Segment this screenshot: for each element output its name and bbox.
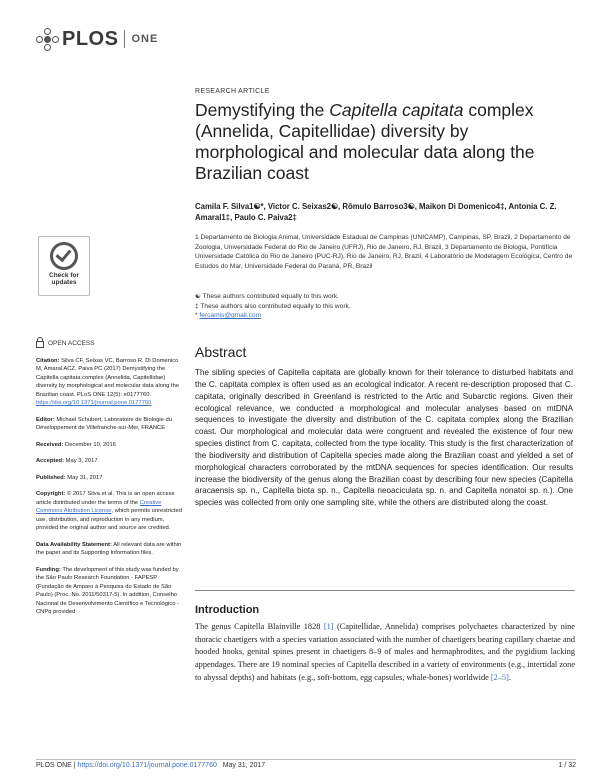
journal-logo — [36, 26, 158, 52]
footer-doi-link[interactable]: https://doi.org/10.1371/journal.pone.0177760 — [77, 762, 217, 769]
funding: Funding: The development of this study was funded by the São Paulo Research Foundation - FAPESP (Fundação de Amparo à Pesquisa do Estado de São Paulo) (Proc. No. 2011/50317-5). In addition, Conselho Nacional de Desenvolvimento Científico e Tecnológico - CNPq provided — [36, 566, 179, 615]
data-availability: Data Availability Statement: All relevant data are within the paper and its Supporting Information files. — [36, 541, 182, 556]
published-date: Published: May 31, 2017 — [36, 474, 103, 481]
check-icon — [50, 242, 78, 270]
article-type: RESEARCH ARTICLE — [195, 88, 270, 95]
logo-word: PLOS — [62, 27, 119, 50]
intro-heading: Introduction — [195, 604, 260, 616]
abstract-heading: Abstract — [195, 344, 247, 360]
footer-divider — [36, 759, 576, 760]
author-list: Camila F. Silva1☯*, Victor C. Seixas2☯, Rômulo Barroso3☯, Maikon Di Domenico4‡, Antonia C. Z. Amaral1‡, Paulo C. Paiva2‡ — [195, 202, 557, 222]
open-lock-icon — [36, 341, 44, 348]
footer-date: May 31, 2017 — [222, 762, 266, 769]
page-number: 1 / 32 — [558, 762, 576, 769]
affiliations: 1 Departamento de Biologia Animal, Universidade Estadual de Campinas (UNICAMP), Campinas, SP, Brazil, 2 Departamento de Zoologia, Universidade Federal do Rio de Janeiro (UFRJ), Rio de Janeiro, RJ, Brazil, 3 Departamento de Biologia, Pontifícia Universidade Católica do Rio de Janeiro (PUC-RJ), Rio de Janeiro, RJ, Brazil, 4 Laboratório de Modelagem Ecológica, Centro de Estudos do Mar, Universidade Federal do Paraná, PR, Brazil — [195, 234, 573, 270]
ref-link[interactable]: [1] — [323, 622, 334, 631]
divider — [195, 590, 575, 591]
citation: Citation: Silva CF, Seixas VC, Barroso R, Di Domenico M, Amaral ACZ, Paiva PC (2017) Demystifying the Capitella capitata complex (Annelida, Capitellidae) diversity by morphological and molecular data along the Brazilian coast. PLoS ONE 12(5): e0177760. https://doi.org/10.1371/journal.pone.0177760 — [36, 357, 180, 406]
sidebar — [36, 340, 184, 625]
page-footer: PLOS ONE | https://doi.org/10.1371/journal.pone.0177760 May 31, 2017 1 / 32 — [36, 762, 576, 769]
article-title: Demystifying the Capitella capitata complex (Annelida, Capitellidae) diversity by morphological and molecular data along the Brazilian coast — [195, 100, 535, 183]
copyright: Copyright: © 2017 Silva et al. This is an open access article distributed under the terms of the Creative Commons Attribution License, which permits unrestricted use, distribution, and reproduction in any medium, provided the original author and source are credited. — [36, 491, 182, 531]
ref-link[interactable]: [2–5] — [490, 672, 509, 682]
editor: Editor: Michael Schubert, Laboratoire de Biologie du Développement de Villefranche-sur-Mer, FRANCE — [36, 416, 173, 431]
plos-dots-icon — [36, 28, 58, 50]
license-link[interactable]: Creative Commons Attribution License — [36, 499, 162, 514]
open-access-label: OPEN ACCESS — [36, 340, 184, 349]
intro-text: The genus Capitella Blainville 1828 [1] (Capitellidae, Annelida) comprises polychaetes characterized by nine thoracic chaetigers with a species variation associated with the number of chaetigers bearing capillary chaetae and hooded hooks, genital spines present in chaetigers 8–9 of males and hermaphrodites, and the pygidium lacking appendages. There are 19 nominal species of Capitella described in a variety of environments (e.g., intertidal zone to abyssal depths) and habitats (e.g., soft-bottom, egg capsules, whale-bones) worldwide [2–5]. — [195, 622, 575, 682]
logo-sub: ONE — [131, 33, 159, 45]
email-link[interactable]: fercamis@gmail.com — [199, 312, 262, 319]
author-notes: ☯ These authors contributed equally to this work. ‡ These authors also contributed equally to this work. * fercamis@gmail.com — [195, 293, 351, 319]
citation-doi-link[interactable]: https://doi.org/10.1371/journal.pone.0177760 — [36, 400, 152, 406]
received-date: Received: December 10, 2016 — [36, 441, 116, 448]
check-for-updates-badge[interactable]: Check for updates — [38, 236, 90, 296]
abstract-text: The sibling species of Capitella capitata are globally known for their tolerance to disturbed habitats and the C. capitata complex is often used as an ecological indicator. A recent re-description proposed that C. capitata, originally described in Greenland is restricted to the Artic and Subarctic regions. Given their ecological relevance, we conducted a morphological and molecular analyses based on mtDNA sequences to investigate the diversity and distribution of the C. capitata complex along the Brazilian coast. Our morphological and molecular data were congruent and revealed the existence of four new species distinct from C. capitata, collected from the type locality. This study is the first characterization of the biodiversity and distribution of Capitella species made along the Brazilian coast and yielded a set of morphological characters corroborated by the mtDNA sequences for species identification. Our results increase the biodiversity of the genus along the Brazilian coast by describing four new species (Capitella aracaensis sp. n., Capitella biota sp. n., Capitella neoaciculata sp. n. and Capitella nonatoi sp. n.). One species was collected from only one sampling site, while the others are distributed along the coast. — [195, 368, 573, 508]
accepted-date: Accepted: May 3, 2017 — [36, 458, 98, 464]
